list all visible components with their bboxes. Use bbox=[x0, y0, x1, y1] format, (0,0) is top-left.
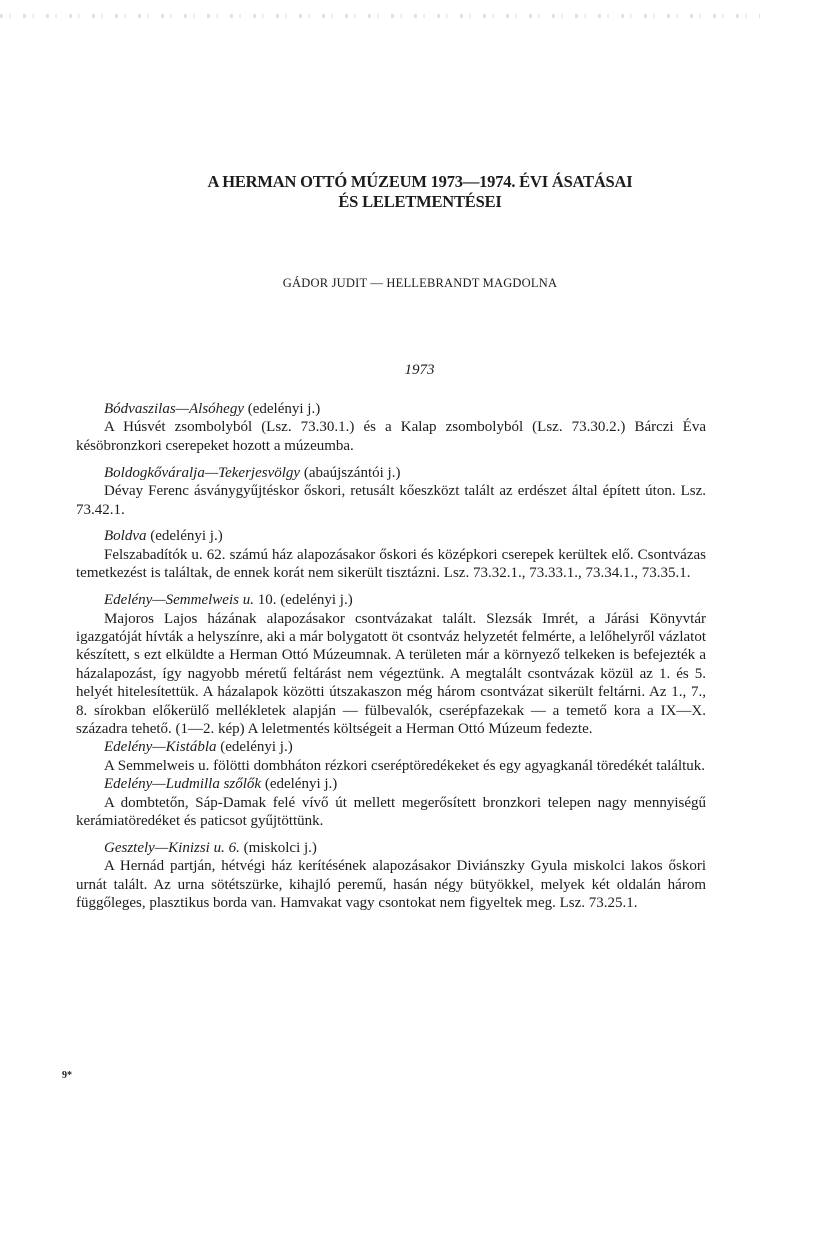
entry-place: Bódvaszilas—Alsóhegy bbox=[104, 401, 244, 417]
entry-heading bbox=[76, 464, 706, 482]
article-title bbox=[60, 172, 780, 212]
entry-district: (edelényi j.) bbox=[146, 528, 223, 545]
entry-district: (edelényi j.) bbox=[216, 739, 293, 756]
entry-district: (edelényi j.) bbox=[261, 776, 338, 793]
entry-heading bbox=[76, 400, 706, 418]
entry-heading bbox=[76, 839, 706, 857]
entry-gesztely bbox=[76, 839, 706, 913]
entry-district: (abaújszántói j.) bbox=[300, 464, 401, 481]
entry-edeleny-kistabla bbox=[76, 738, 706, 775]
article-body bbox=[76, 400, 706, 921]
entry-place: Boldogkőváralja—Tekerjesvölgy bbox=[104, 464, 301, 481]
entry-place: Boldva bbox=[104, 528, 147, 545]
entry-text: Majoros Lajos házának alapozásakor csontvázakat talált. Slezsák Imrét, a Járási Könyvtár igazgatóját hívták a helyszínre, aki a már bolygatott öt csontváz helyzetét felmérte, a lelőhelyről vázlatot készített, s ezt elküldte a Herman Ottó Múzeumnak. A területen már a környező telkeken is befejezték a házalapozást, így nagyobb méretű feltárást nem végeztünk. A megtalált csontvázak közül az 1. és 5. helyét hitelesítettük. A házalapok közötti útszakaszon még három csontvázat sikerült feltárni. Az 1., 7., 8. sírokban előkerülő mellékletek alapján — fülbevalók, cserépfazekak — a temető kora a IX—X. századra tehető. (1—2. kép) A leletmentés költségeit a Herman Ottó Múzeum fedezte. bbox=[76, 610, 706, 737]
entry-heading bbox=[76, 775, 706, 793]
scan-artifact bbox=[0, 14, 760, 18]
title-line-2: ÉS LELETMENTÉSEI bbox=[338, 192, 502, 211]
entry-edeleny-semmelweis bbox=[76, 591, 706, 738]
entry-place: Edelény—Kistábla bbox=[104, 739, 217, 756]
entry-place: Edelény—Ludmilla szőlők bbox=[104, 776, 262, 793]
entry-heading bbox=[76, 591, 706, 609]
entry-text: A Húsvét zsombolyból (Lsz. 73.30.1.) és a Kalap zsombolyból (Lsz. 73.30.2.) Bárczi Éva késöbronzkori cserepeket hozott a múzeumba. bbox=[76, 419, 706, 454]
entry-district: 10. (edelényi j.) bbox=[253, 592, 353, 609]
entry-boldva bbox=[76, 527, 706, 582]
entry-text: A Hernád partján, hétvégi ház kerítésének alapozásakor Diviánszky Gyula miskolci lakos őskori urnát talált. Az urna sötétszürke, kihajló peremű, hasán négy bütyökkel, melyek két oldalán három függőleges, plasztikus borda van. Hamvakat vagy csontokat nem figyeltek meg. Lsz. 73.25.1. bbox=[76, 858, 706, 912]
entry-text: A Semmelweis u. fölötti dombháton rézkori cseréptöredékeket és egy agyagkanál töredékét találtuk. bbox=[104, 757, 706, 774]
entry-text: A dombtetőn, Sáp-Damak felé vívő út mellett megerősített bronzkori telepen nagy mennyiségű kerámiatöredéket és paticsot gyűjtöttünk. bbox=[76, 794, 706, 830]
title-line-1: A HERMAN OTTÓ MÚZEUM 1973—1974. ÉVI ÁSATÁSAI bbox=[207, 172, 633, 191]
entry-boldogkovaralja bbox=[76, 464, 706, 519]
entry-place: Edelény—Semmelweis u. bbox=[104, 592, 254, 609]
year-heading: 1973 bbox=[404, 362, 435, 378]
entry-text: Dévay Ferenc ásványgyűjtéskor őskori, retusált kőeszközt talált az erdészet által épített úton. Lsz. 73.42.1. bbox=[76, 483, 706, 518]
authors: GÁDOR JUDIT — HELLEBRANDT MAGDOLNA bbox=[282, 276, 558, 290]
entry-place: Gesztely—Kinizsi u. 6. bbox=[104, 839, 240, 856]
entry-edeleny-ludmilla bbox=[76, 775, 706, 830]
page-number: 9* bbox=[62, 1070, 72, 1081]
entry-bodvaszilas bbox=[76, 400, 706, 455]
entry-heading bbox=[76, 527, 706, 545]
entry-heading bbox=[76, 738, 706, 756]
entry-district: (edelényi j.) bbox=[244, 401, 321, 417]
entry-text: Felszabadítók u. 62. számú ház alapozásakor őskori és középkori cserepek kerültek elő. Csontvázas temetkezést is találtak, de ennek korát nem sikerült tisztázni. Lsz. 73.32.1., 73.33.1., 73.34.1., 73.35.1. bbox=[76, 546, 706, 582]
entry-district: (miskolci j.) bbox=[239, 839, 317, 856]
